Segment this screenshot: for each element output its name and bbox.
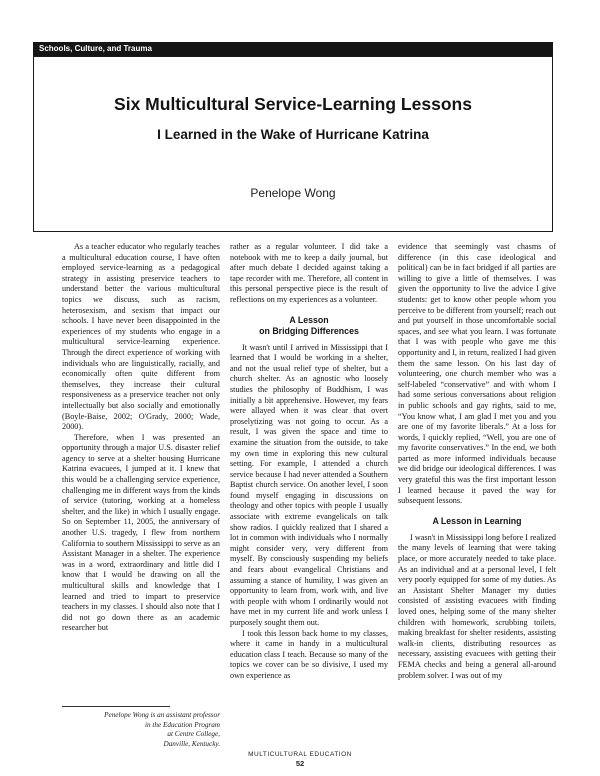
bio-divider (62, 706, 170, 707)
author-bio (62, 711, 220, 749)
bio-line: at Centre College, (167, 730, 220, 738)
bio-line: Danville, Kentucky. (163, 739, 220, 748)
page-number: 52 (295, 759, 305, 768)
text-column-3 (398, 242, 556, 681)
article-author: Penelope Wong (250, 186, 336, 200)
heading-line: A Lesson (289, 314, 329, 325)
page-footer (0, 751, 600, 768)
paragraph: Therefore, when I was presented an opportunity through a major U.S. disaster relief agency to serve at a shelter housing Hurricane Katrina evacuees, I jumped at it. I knew that this would be a challenging service experience, challenging me in different ways from the kinds of service (tutoring, working at a homeless shelter, and the like) in which I usually engage. So on September 11, 2005, the anniversary of another U.S. tragedy, I flew from northern California to southern Mississippi to serve as an Assistant Manager in a shelter. The experience was in a word, extraordinary and little did I know that I would be drawing on all the multicultural skills and knowledge that I learned and tried to impart to preservice teachers in my classes. I should also note that I did not go down there as an academic researcher but (62, 432, 220, 633)
paragraph: I took this lesson back home to my classes, where it came in handy in a multicultural education class I teach. Because so many of the topics we cover can be so divisive, I used my own experience as (230, 628, 388, 680)
title-box (33, 56, 553, 232)
bio-line: in the Education Program (145, 720, 220, 729)
section-heading-bridging (230, 315, 388, 337)
journal-name: MULTICULTURAL EDUCATION (248, 751, 352, 758)
paragraph: As a teacher educator who regularly teaches a multicultural education course, I have often employed service-learning as a pedagogical strategy in assisting preservice teachers to understand better the various multicultural topics we discuss, such as racism, heterosexism, and sexism that impact our schools. I have never been disappointed in the experiences of my students who engage in a multicultural service-learning experience. Through the direct experience of working with individuals who are linguistically, racially, and economically often quite different from themselves, they increase their cultural responsiveness as a preservice teacher not only intellectually but also socially and emotionally (Boyle-Baise, 2002; O'Grady, 2000; Wade, 2000). (62, 242, 220, 432)
text-column-2 (230, 242, 388, 682)
paragraph: I wasn't in Mississippi long before I realized the many levels of learning that were taking place, or more accurately needed to take place. As an individual and at a personal level, I felt very poorly equipped for some of my duties. As an Assistant Shelter Manager my duties consisted of assisting evacuees with finding loved ones, helping some of the many shelter children with homework, scrubbing toilets, making breakfast for shelter residents, assisting walk-in clients, distributing resources as necessary, assisting evacuees with getting their FEMA checks and being a general all-around problem solver. I was out of my (398, 532, 556, 680)
paragraph: evidence that seemingly vast chasms of difference (in this case ideological and political) can be in fact bridged if all parties are willing to give a little of themselves. I was given the opportunity to live the advice I give students: get to know other people whom you perceive to be different from yourself; reach out and put yourself in those uncomfortable social spaces, and see what you learn. I was fortunate that I was with people who gave me this opportunity and I, in return, realized I had given them the same lesson. On his last day of volunteering, one church member who was a self-labeled “conservative” and with whom I had some serious conversations about religion in public schools and gay rights, said to me, “You know what, I am glad I met you and you are one of my favorite liberals.” At a loss for words, I quickly replied, “Well, you are one of my favorite conservatives.” In the end, we both parted as more informed individuals because we did bridge our ideological differences. I was very grateful this was the first important lesson I learned because it paved the way for subsequent lessons. (398, 242, 556, 506)
section-label: Schools, Culture, and Trauma (39, 44, 152, 53)
text-column-1 (62, 242, 220, 634)
heading-line: on Bridging Differences (259, 325, 359, 336)
article-title: Six Multicultural Service-Learning Lessons (114, 94, 472, 114)
paragraph: rather as a regular volunteer. I did take a notebook with me to keep a daily journal, but after much debate I decided against taking a tape recorder with me. Therefore, all content in this personal perspective piece is the result of reflections on my experiences as a volunteer. (230, 242, 388, 304)
section-banner (33, 42, 553, 56)
bio-line: Penelope Wong is an assistant professor (104, 711, 220, 719)
section-heading-learning: A Lesson in Learning (432, 515, 522, 526)
paragraph: It wasn't until I arrived in Mississippi that I learned that I would be working in a shelter, and not the usual relief type of shelter, but a church shelter. As an agnostic who loosely studies the philosophy of Buddhism, I was initially a bit apprehensive. However, my fears were allayed when it was clear that overt proselytizing was not going to occur. As a result, I was given the space and time to examine the situation from the outside, to take my own time in exploring this new cultural setting. For example, I attended a church service because I had never attended a Southern Baptist church service. On another level, I soon found myself engaging in discussions on theology and other topics with people I usually associate with extreme evangelicals on talk show radios. I quickly realized that I shared a lot in common with individuals who I normally might consider very, very different from myself. By consciously suspending my beliefs and fears about evangelical Christians and assuming a stance of humility, I was given an opportunity to learn from, work with, and live with people with whom I ordinarily would not have met in my current life and work unless I purposely sought them out. (230, 342, 388, 627)
article-subtitle: I Learned in the Wake of Hurricane Katrina (157, 127, 429, 142)
